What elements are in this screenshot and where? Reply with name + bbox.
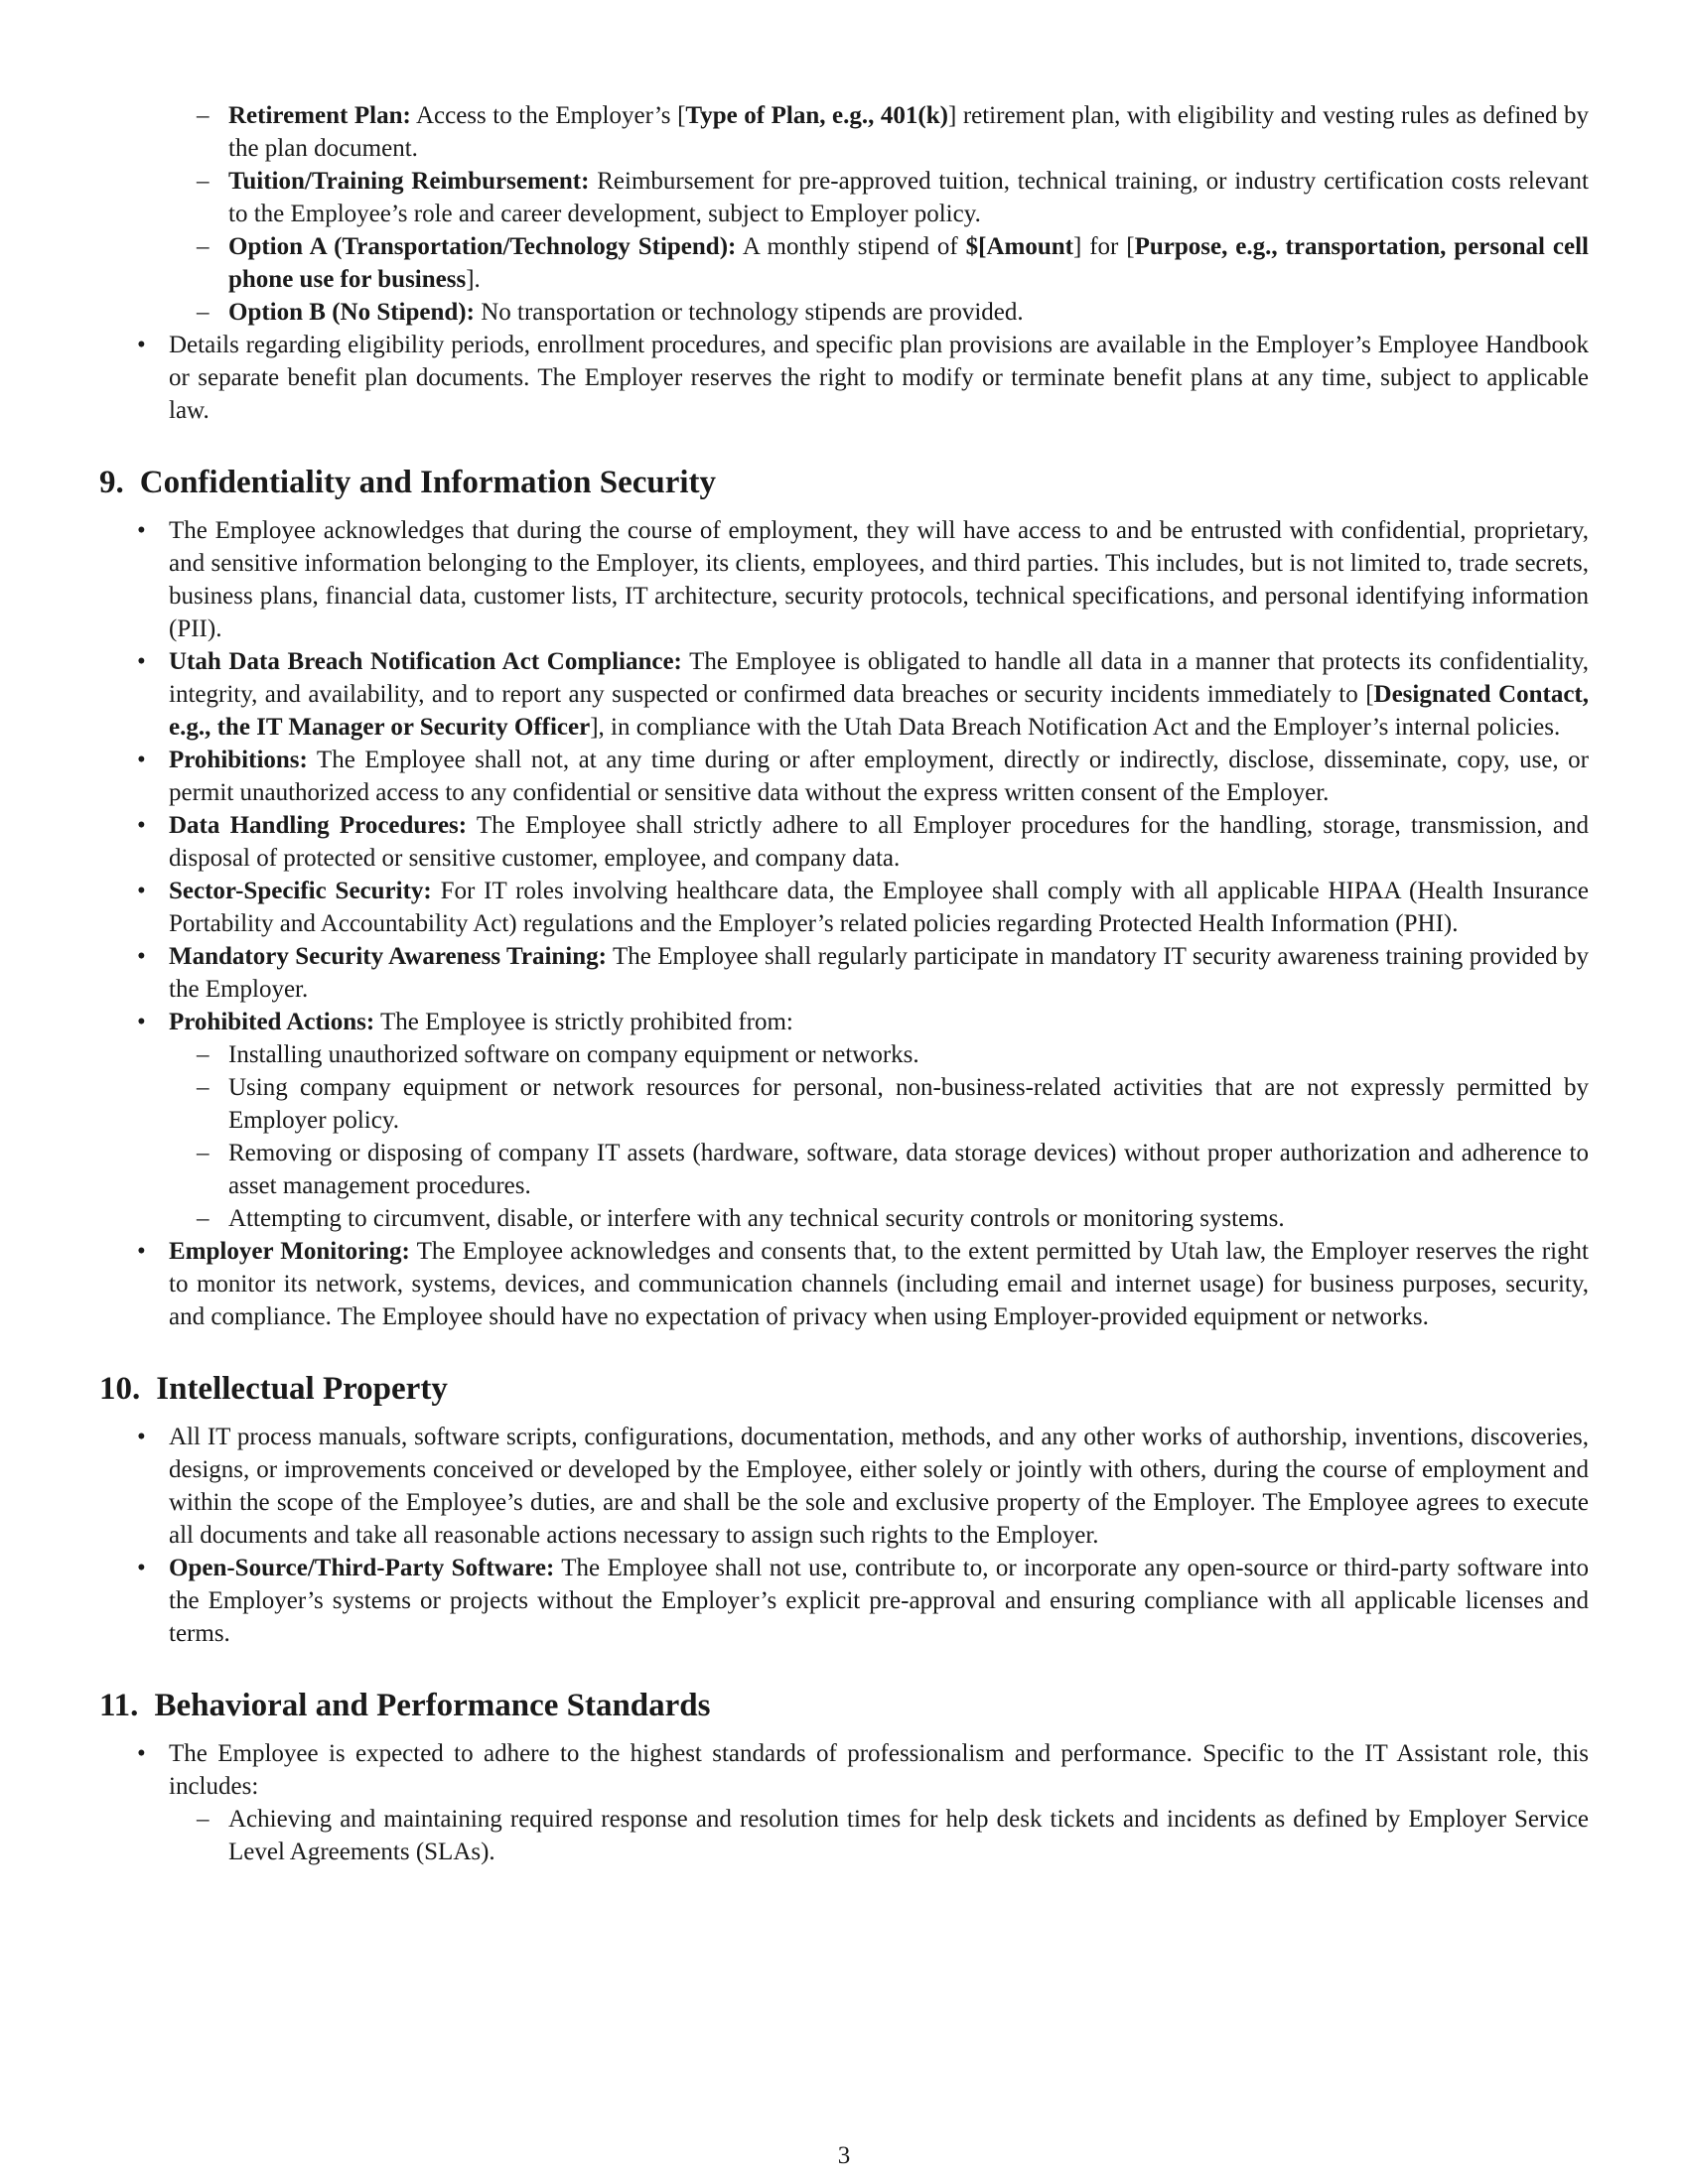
- list-item: – Installing unauthorized software on company equipment or networks.: [169, 1038, 1589, 1071]
- list-item: – Removing or disposing of company IT assets (hardware, software, data storage devices) without proper authorization and adherence to asset management procedures.: [169, 1137, 1589, 1202]
- list-item: • Employer Monitoring: The Employee acknowledges and consents that, to the extent permitted by Utah law, the Employer reserves the right to monitor its network, systems, devices, and communication channels (including email and internet usage) for business purposes, security, and compliance. The Employee should have no expectation of privacy when using Employer-provided equipment or networks.: [99, 1235, 1589, 1333]
- list-item: • Details regarding eligibility periods, enrollment procedures, and specific plan provisions are available in the Employer’s Employee Handbook or separate benefit plan documents. The Employer reserves the right to modify or terminate benefit plans at any time, subject to applicable law.: [99, 329, 1589, 427]
- list-item: – Attempting to circumvent, disable, or interfere with any technical security controls or monitoring systems.: [169, 1202, 1589, 1235]
- section-heading: 11. Behavioral and Performance Standards: [99, 1688, 711, 1723]
- section-list: [99, 514, 1589, 1333]
- list-item: • Open-Source/Third-Party Software: The Employee shall not use, contribute to, or incorporate any open-source or third-party software into the Employer’s systems or projects without the Employer’s explicit pre-approval and ensuring compliance with all applicable licenses and terms.: [99, 1552, 1589, 1650]
- page-number: 3: [837, 2142, 851, 2169]
- list-item: • The Employee is expected to adhere to the highest standards of professionalism and performance. Specific to the IT Assistant role, this includes: – Achieving and maintaining required response and resolution times for help desk tickets and incidents as defined by Employer Service Level Agreements (SLAs).: [99, 1737, 1589, 1868]
- list-item: • Prohibitions: The Employee shall not, at any time during or after employment, directly or indirectly, disclose, disseminate, copy, use, or permit unauthorized access to any confidential or sensitive data without the express written consent of the Employer.: [99, 744, 1589, 809]
- list-item: – Option A (Transportation/Technology Stipend): A monthly stipend of $[Amount] for [Purpose, e.g., transportation, personal cell phone use for business].: [99, 230, 1589, 296]
- performance-sub-list: [169, 1803, 1589, 1868]
- list-item: – Achieving and maintaining required response and resolution times for help desk tickets and incidents as defined by Employer Service Level Agreements (SLAs).: [169, 1803, 1589, 1868]
- list-item: • Data Handling Procedures: The Employee shall strictly adhere to all Employer procedures for the handling, storage, transmission, and disposal of protected or sensitive customer, employee, and company data.: [99, 809, 1589, 875]
- list-item: • Utah Data Breach Notification Act Compliance: The Employee is obligated to handle all data in a manner that protects its confidentiality, integrity, and availability, and to report any suspected or confirmed data breaches or security incidents immediately to [Designated Contact, e.g., the IT Manager or Security Officer], in compliance with the Utah Data Breach Notification Act and the Employer’s internal policies.: [99, 645, 1589, 744]
- section-behavioral-standards: [99, 1686, 1589, 1868]
- list-item: • Sector-Specific Security: For IT roles involving healthcare data, the Employee shall comply with all applicable HIPAA (Health Insurance Portability and Accountability Act) regulations and the Employer’s related policies regarding Protected Health Information (PHI).: [99, 875, 1589, 940]
- list-item: – Using company equipment or network resources for personal, non-business-related activities that are not expressly permitted by Employer policy.: [169, 1071, 1589, 1137]
- list-item: – Tuition/Training Reimbursement: Reimbursement for pre-approved tuition, technical training, or industry certification costs relevant to the Employee’s role and career development, subject to Employer policy.: [99, 165, 1589, 230]
- list-item: • Prohibited Actions: The Employee is strictly prohibited from: – Installing unauthorized software on company equipment or networks. – Using company equipment or network resources for personal, non-business-related activities that are not expressly permitted by Employer policy. – Removing or disposing of company IT assets (hardware, software, data storage devices) without proper authorization and adherence to asset management procedures. – Attempting to circumvent, disable, or interfere with any technical security controls or monitoring systems.: [99, 1006, 1589, 1235]
- list-item: • All IT process manuals, software scripts, configurations, documentation, methods, and any other works of authorship, inventions, discoveries, designs, or improvements conceived or developed by the Employee, either solely or jointly with others, during the course of employment and within the scope of the Employee’s duties, are and shall be the sole and exclusive property of the Employer. The Employee agrees to execute all documents and take all reasonable actions necessary to assign such rights to the Employer.: [99, 1421, 1589, 1552]
- list-item: • Mandatory Security Awareness Training: The Employee shall regularly participate in mandatory IT security awareness training provided by the Employer.: [99, 940, 1589, 1006]
- list-item: • The Employee acknowledges that during the course of employment, they will have access to and be entrusted with confidential, proprietary, and sensitive information belonging to the Employer, its clients, employees, and third parties. This includes, but is not limited to, trade secrets, business plans, financial data, customer lists, IT architecture, security protocols, technical specifications, and personal identifying information (PII).: [99, 514, 1589, 645]
- section-list: [99, 1737, 1589, 1868]
- section-heading: 9. Confidentiality and Information Security: [99, 465, 717, 500]
- section-heading: 10. Intellectual Property: [99, 1371, 448, 1407]
- benefits-list: [99, 329, 1589, 427]
- section-list: [99, 1421, 1589, 1650]
- list-item: – Option B (No Stipend): No transportation or technology stipends are provided.: [99, 296, 1589, 329]
- section-intellectual-property: [99, 1369, 1589, 1650]
- prohibited-actions-list: [169, 1038, 1589, 1235]
- list-item: – Retirement Plan: Access to the Employer’s [Type of Plan, e.g., 401(k)] retirement plan, with eligibility and vesting rules as defined by the plan document.: [99, 99, 1589, 165]
- section-confidentiality: [99, 463, 1589, 1333]
- page-content: [99, 99, 1589, 1868]
- benefits-sub-list: [99, 99, 1589, 329]
